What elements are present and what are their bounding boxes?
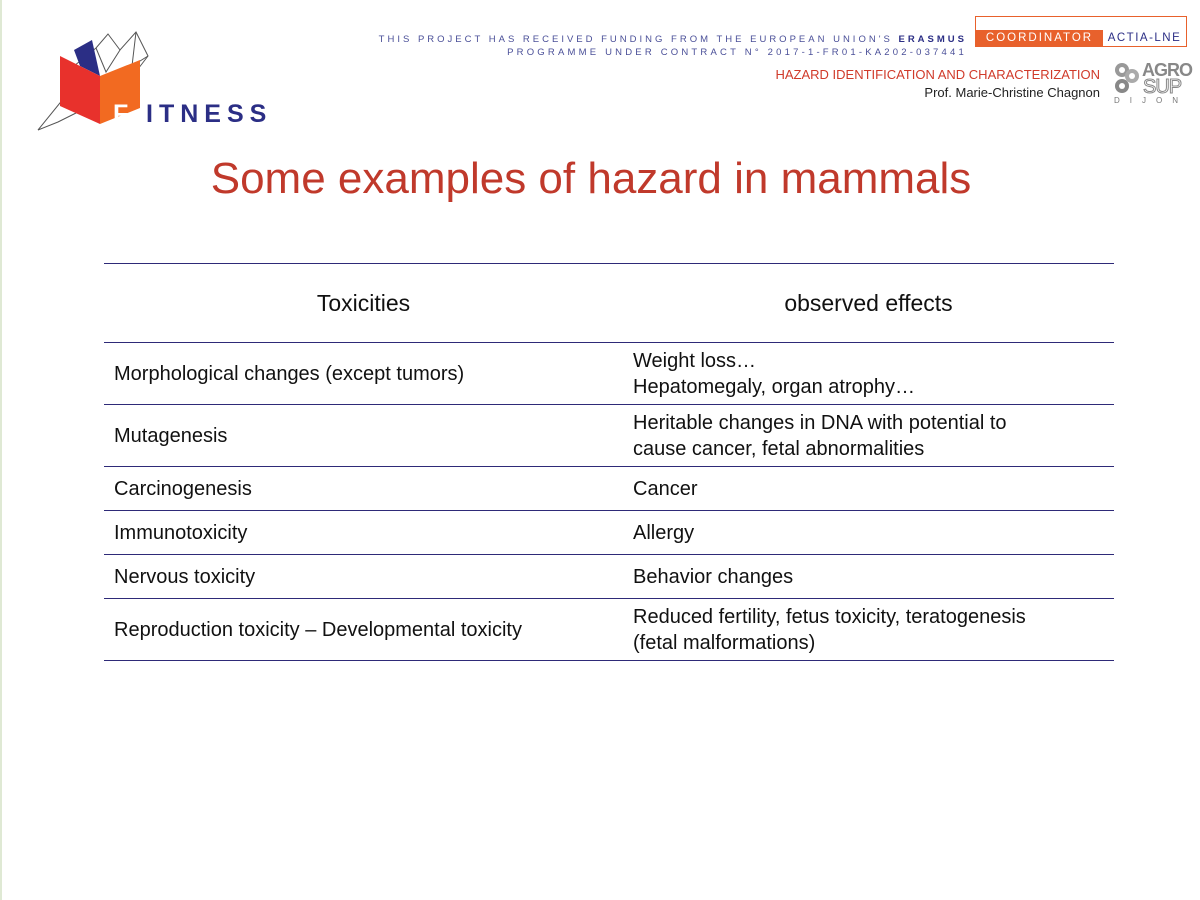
coordinator-org: ACTIA-LNE	[1107, 32, 1182, 44]
logo-wordmark: ITNESS	[146, 100, 273, 128]
toxicity-cell: Reproduction toxicity – Developmental toxicity	[104, 599, 623, 661]
table-row	[104, 405, 1114, 467]
table-row	[104, 599, 1114, 661]
effect-cell: Reduced fertility, fetus toxicity, teratogenesis (fetal malformations)	[623, 599, 1114, 661]
agrosup-line-3: DIJON	[1114, 96, 1188, 105]
slide-title: Some examples of hazard in mammals	[210, 154, 972, 203]
column-header-effects: observed effects	[623, 264, 1114, 343]
effect-cell: Weight loss… Hepatomegaly, organ atrophy…	[623, 343, 1114, 405]
lecture-author: Prof. Marie-Christine Chagnon	[924, 85, 1100, 100]
toxicity-cell: Nervous toxicity	[104, 555, 623, 599]
table-header-row	[104, 264, 1114, 343]
agrosup-line-1: AGRO	[1142, 60, 1192, 80]
funding-program: ERASMUS	[898, 34, 967, 45]
lecture-info	[775, 67, 1100, 100]
hazard-table	[104, 263, 1114, 661]
toxicity-cell: Morphological changes (except tumors)	[104, 343, 623, 405]
funding-line-2: PROGRAMME UNDER CONTRACT N° 2017-1-FR01-KA202-037441	[507, 47, 967, 58]
coordinator-box	[975, 16, 1187, 47]
agrosup-line-2: SUP	[1143, 76, 1182, 98]
table-row	[104, 343, 1114, 405]
effect-cell: Allergy	[623, 511, 1114, 555]
table-row	[104, 467, 1114, 511]
fitness-logo	[36, 26, 276, 136]
funding-notice	[379, 34, 967, 58]
funding-line-1	[379, 34, 967, 45]
effect-cell: Cancer	[623, 467, 1114, 511]
effect-cell: Behavior changes	[623, 555, 1114, 599]
lecture-topic: HAZARD IDENTIFICATION AND CHARACTERIZATION	[775, 67, 1100, 82]
toxicity-cell: Carcinogenesis	[104, 467, 623, 511]
table-row	[104, 511, 1114, 555]
effect-cell: Heritable changes in DNA with potential to cause cancer, fetal abnormalities	[623, 405, 1114, 467]
toxicity-cell: Mutagenesis	[104, 405, 623, 467]
agrosup-logo	[1112, 58, 1192, 106]
toxicity-cell: Immunotoxicity	[104, 511, 623, 555]
table-row	[104, 555, 1114, 599]
funding-prefix: THIS PROJECT HAS RECEIVED FUNDING FROM THE EUROPEAN UNION'S	[378, 34, 893, 45]
agrosup-emblem-icon	[1112, 60, 1142, 98]
logo-letter: F	[113, 100, 129, 128]
coordinator-label: COORDINATOR	[976, 30, 1103, 46]
column-header-toxicities: Toxicities	[104, 264, 623, 343]
slide-left-edge	[0, 0, 2, 900]
